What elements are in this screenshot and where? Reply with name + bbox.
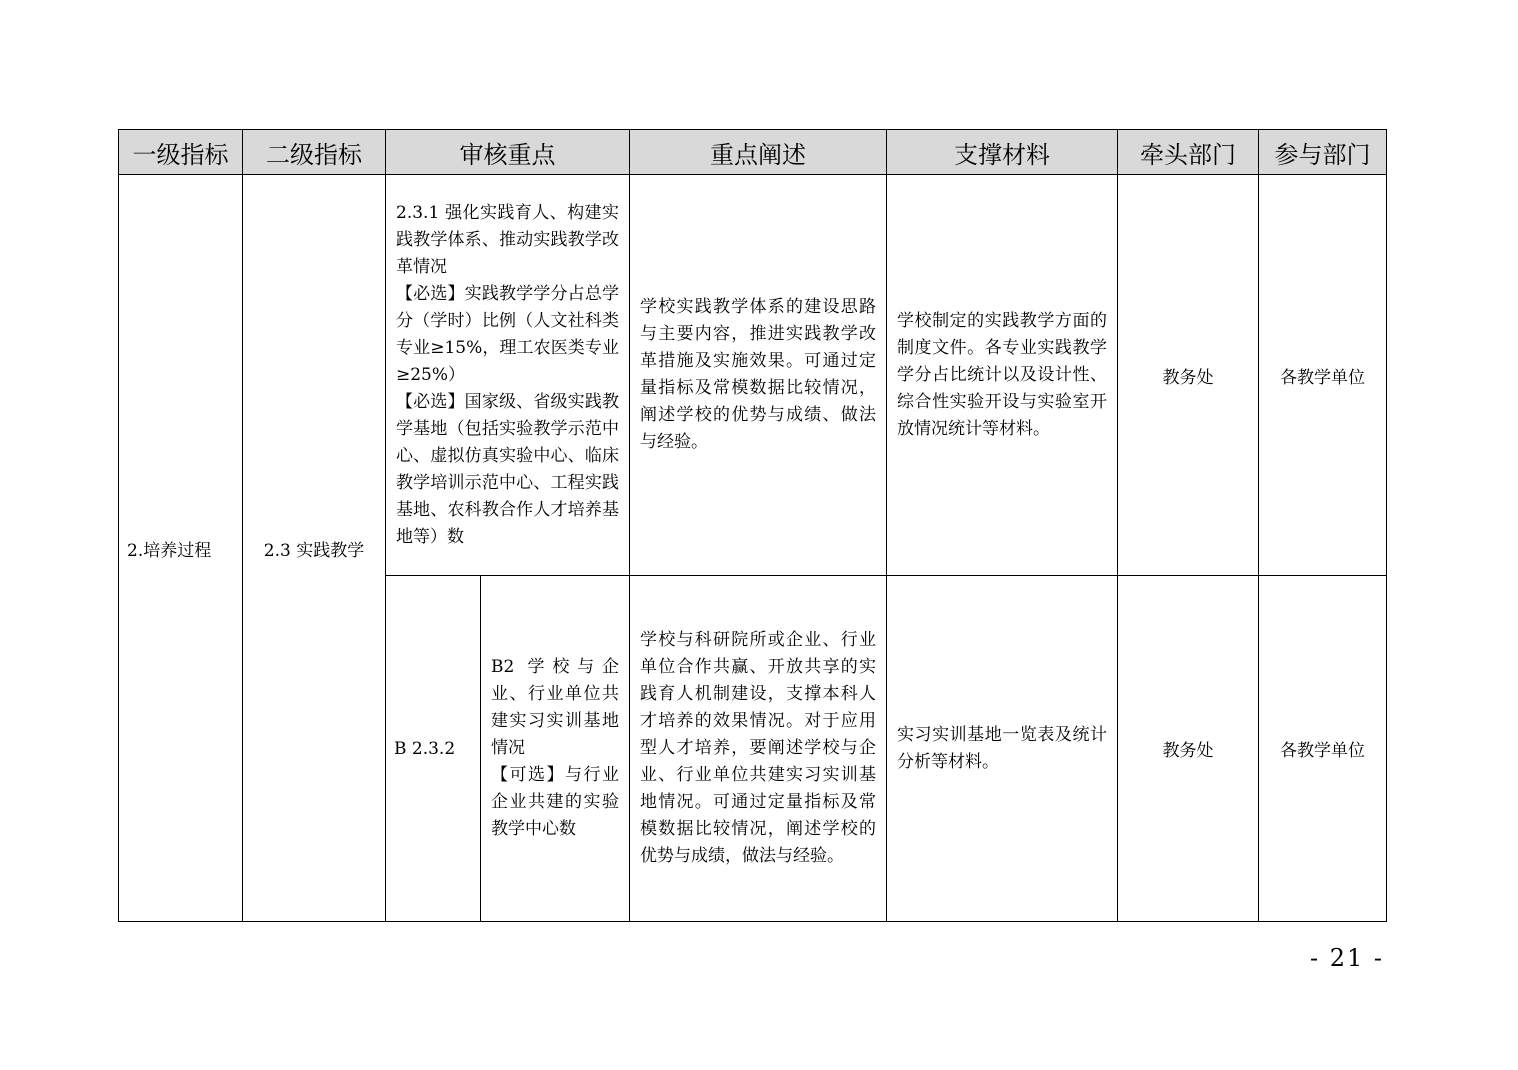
- materials-cell-2: [887, 576, 1118, 922]
- audit-line: 【可选】与行业企业共建的实验教学中心数: [491, 765, 619, 839]
- lead-cell-1: [1118, 175, 1259, 576]
- header-elaboration: 重点阐述: [630, 130, 887, 175]
- header-lead-dept: 牵头部门: [1118, 130, 1259, 175]
- header-audit-focus: 审核重点: [386, 130, 630, 175]
- audit-cell-1: [386, 175, 630, 576]
- audit-line: 【必选】国家级、省级实践教学基地（包括实验教学示范中心、虚拟仿真实验中心、临床教学培训示范中心、工程实践基地、农科教合作人才培养基地等）数: [396, 391, 619, 547]
- header-materials: 支撑材料: [887, 130, 1118, 175]
- participants-text: 各教学单位: [1280, 741, 1365, 761]
- header-row: [119, 130, 1387, 175]
- indicator-table: [118, 129, 1387, 922]
- level2-text: 2.3 实践教学: [263, 540, 365, 561]
- materials-text: 学校制定的实践教学方面的制度文件。各专业实践教学学分占比统计以及设计性、综合性实验开设与实验室开放情况统计等材料。: [897, 310, 1107, 439]
- elaboration-cell-1: [630, 175, 887, 576]
- page-number: - 21 -: [1310, 944, 1385, 972]
- materials-text: 实习实训基地一览表及统计分析等材料。: [897, 724, 1107, 772]
- lead-cell-2: [1118, 576, 1259, 922]
- elaboration-text: 学校实践教学体系的建设思路与主要内容，推进实践教学改革措施及实施效果。可通过定量指标及常模数据比较情况，阐述学校的优势与成绩、做法与经验。: [640, 297, 876, 452]
- table-row: [119, 175, 1387, 576]
- level1-cell: [119, 175, 243, 922]
- participants-cell-2: [1259, 576, 1387, 922]
- elaboration-text: 学校与科研院所或企业、行业单位合作共赢、开放共享的实践育人机制建设，支撑本科人才培养的效果情况。对于应用型人才培养，要阐述学校与企业、行业单位共建实习实训基地情况。可通过定量指标及常模数据比较情况，阐述学校的优势与成绩，做法与经验。: [640, 630, 876, 866]
- elaboration-cell-2: [630, 576, 887, 922]
- level1-text: 2.培养过程: [127, 540, 212, 561]
- audit-line: 【必选】实践教学学分占总学分（学时）比例（人文社科类专业≥15%，理工农医类专业≥25%）: [396, 283, 619, 385]
- audit-line: B2 学校与企业、行业单位共建实习实训基地情况: [491, 657, 619, 758]
- header-participant-dept: 参与部门: [1259, 130, 1387, 175]
- code-text: B 2.3.2: [394, 738, 456, 759]
- audit-line: 2.3.1 强化实践育人、构建实践教学体系、推动实践教学改革情况: [396, 202, 619, 277]
- header-level2: 二级指标: [243, 130, 386, 175]
- lead-text: 教务处: [1162, 367, 1214, 388]
- participants-cell-1: [1259, 175, 1387, 576]
- participants-text: 各教学单位: [1280, 367, 1365, 388]
- header-level1: 一级指标: [119, 130, 243, 175]
- lead-text: 教务处: [1162, 741, 1214, 761]
- code-cell-2: [386, 576, 481, 922]
- materials-cell-1: [887, 175, 1118, 576]
- level2-cell: [243, 175, 386, 922]
- audit-cell-2: [481, 576, 630, 922]
